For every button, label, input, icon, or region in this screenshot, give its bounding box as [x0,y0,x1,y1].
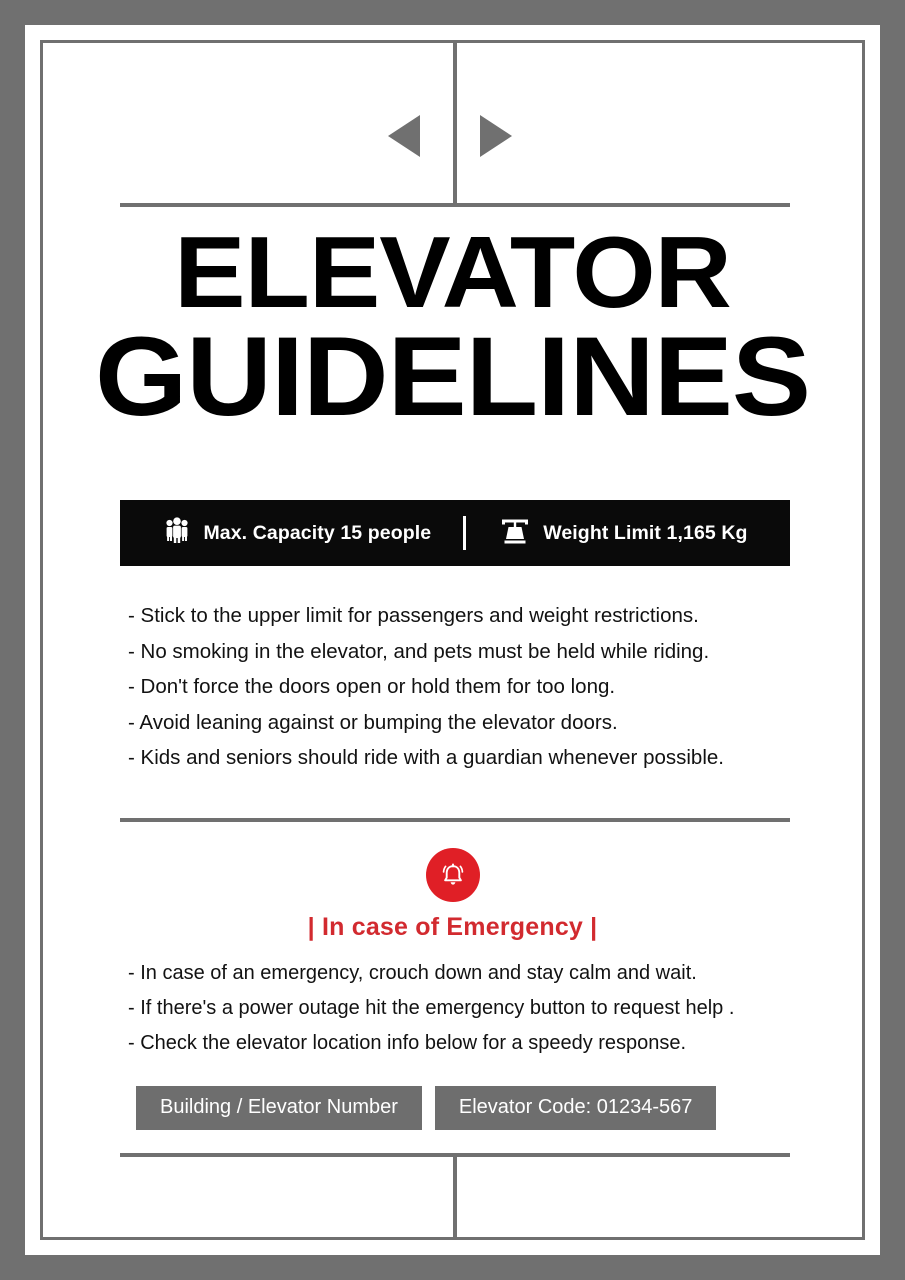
emergency-item: - In case of an emergency, crouch down and stay calm and wait. [128,962,697,984]
triangle-left-icon [388,115,420,157]
elevator-code-tag[interactable]: Elevator Code: 01234-567 [435,1086,717,1130]
weight-scale-icon [498,516,532,551]
capacity-label: Max. Capacity 15 people [203,521,432,544]
building-elevator-number-tag[interactable]: Building / Elevator Number [136,1086,422,1130]
emergency-item: - Check the elevator location info below for a speedy response. [128,1032,687,1054]
capacity-bar [120,500,790,566]
alarm-bell-icon [426,848,480,902]
emergency-heading: | In case of Emergency | [307,913,598,941]
poster-frame [40,40,865,1240]
poster-sheet [25,25,880,1255]
people-group-icon [162,516,192,551]
title-line-elevator: ELEVATOR [174,217,731,329]
capacity-separator [463,516,466,550]
emergency-item: - If there's a power outage hit the emergency button to request help . [128,997,735,1019]
rule-item: - Don't force the doors open or hold them for too long. [128,675,616,698]
title-line-guidelines: GUIDELINES [94,313,811,439]
rules-list [128,598,808,776]
rule-item: - Avoid leaning against or bumping the elevator doors. [128,710,618,734]
elevator-door-graphic-top [43,43,862,208]
rule-item: - Kids and seniors should ride with a guardian whenever possible. [128,746,724,769]
bottom-center-divider [453,1153,457,1237]
capacity-group [162,516,431,551]
section-divider [120,818,790,822]
weight-group [498,516,747,551]
emergency-list [128,956,818,1061]
rule-item: - Stick to the upper limit for passengers and weight restrictions. [128,604,699,627]
door-baseline-rule [120,203,790,207]
door-center-divider [453,43,457,206]
page-title [43,217,862,439]
elevator-info-tags [136,1086,716,1130]
triangle-right-icon [480,115,512,157]
weight-label: Weight Limit 1,165 Kg [543,521,748,544]
rule-item: - No smoking in the elevator, and pets must be held while riding. [128,639,710,663]
